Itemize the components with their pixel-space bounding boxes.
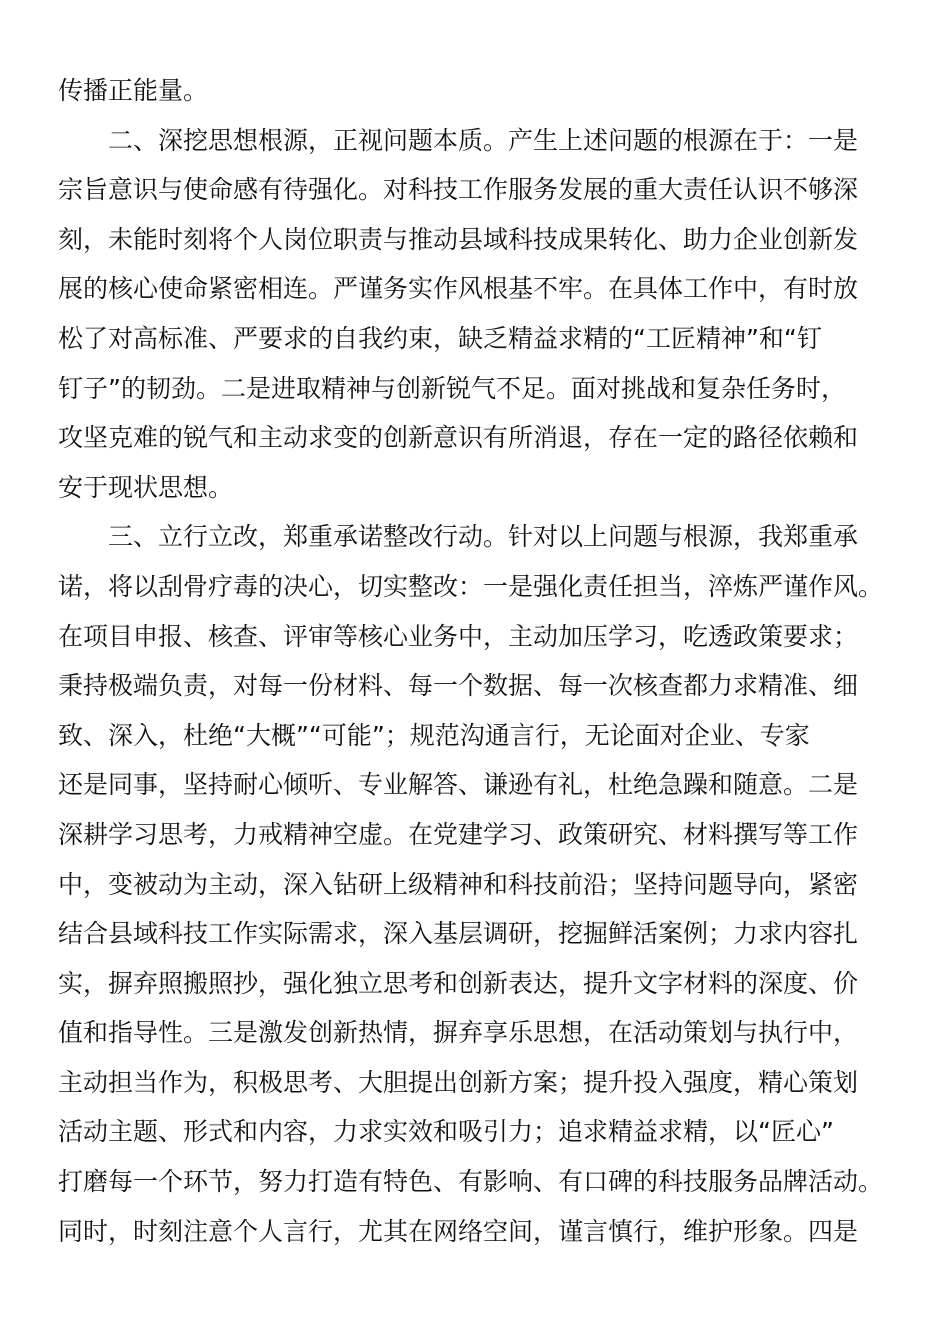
text-line: 安于现状思想。: [58, 472, 234, 502]
text-line: 值和指导性。三是激发创新热情，摒弃享乐思想，在活动策划与执行中，: [58, 1018, 859, 1048]
text-line: 实，摒弃照搬照抄，强化独立思考和创新表达，提升文字材料的深度、价: [58, 968, 859, 998]
text-line: 秉持极端负责，对每一份材料、每一个数据、每一次核查都力求精准、细: [58, 671, 859, 701]
text-line: 诺，将以刮骨疗毒的决心，切实整改：一是强化责任担当，淬炼严谨作风。: [58, 571, 884, 601]
text-line: 展的核心使命紧密相连。严谨务实作风根基不牢。在具体工作中，有时放: [58, 274, 859, 304]
text-line: 传播正能量。: [58, 76, 209, 105]
text-line: 还是同事，坚持耐心倾听、专业解答、谦逊有礼，杜绝急躁和随意。二是: [58, 770, 859, 800]
text-line: 致、深入，杜绝“大概”“可能”；规范沟通言行，无论面对企业、专家: [58, 720, 810, 750]
text-line: 活动主题、形式和内容，力求实效和吸引力；追求精益求精，以“匠心”: [58, 1117, 834, 1147]
text-line: 打磨每一个环节，努力打造有特色、有影响、有口碑的科技服务品牌活动。: [58, 1167, 884, 1197]
text-line: 二、深挖思想根源，正视问题本质。产生上述问题的根源在于：一是: [108, 125, 859, 155]
text-line: 结合县域科技工作实际需求，深入基层调研，挖掘鲜活案例；力求内容扎: [58, 919, 859, 949]
text-line: 在项目申报、核查、评审等核心业务中，主动加压学习，吃透政策要求；: [58, 621, 859, 651]
text-line: 三、立行立改，郑重承诺整改行动。针对以上问题与根源，我郑重承: [108, 522, 859, 552]
document-body: [58, 66, 898, 1256]
text-line: 松了对高标准、严要求的自我约束，缺乏精益求精的“工匠精神”和“钉: [58, 323, 822, 353]
text-line: 深耕学习思考，力戒精神空虚。在党建学习、政策研究、材料撰写等工作: [58, 819, 859, 849]
text-line: 钉子”的韧劲。二是进取精神与创新锐气不足。面对挑战和复杂任务时，: [58, 373, 846, 403]
text-line: 宗旨意识与使命感有待强化。对科技工作服务发展的重大责任认识不够深: [58, 175, 859, 205]
text-line: 刻，未能时刻将个人岗位职责与推动县域科技成果转化、助力企业创新发: [58, 224, 859, 254]
text-line: 攻坚克难的锐气和主动求变的创新意识有所消退，存在一定的路径依赖和: [58, 423, 859, 453]
text-line: 主动担当作为，积极思考、大胆提出创新方案；提升投入强度，精心策划: [58, 1067, 859, 1097]
text-line: 同时，时刻注意个人言行，尤其在网络空间，谨言慎行，维护形象。四是: [58, 1216, 859, 1246]
text-line: 中，变被动为主动，深入钻研上级精神和科技前沿；坚持问题导向，紧密: [58, 869, 859, 899]
